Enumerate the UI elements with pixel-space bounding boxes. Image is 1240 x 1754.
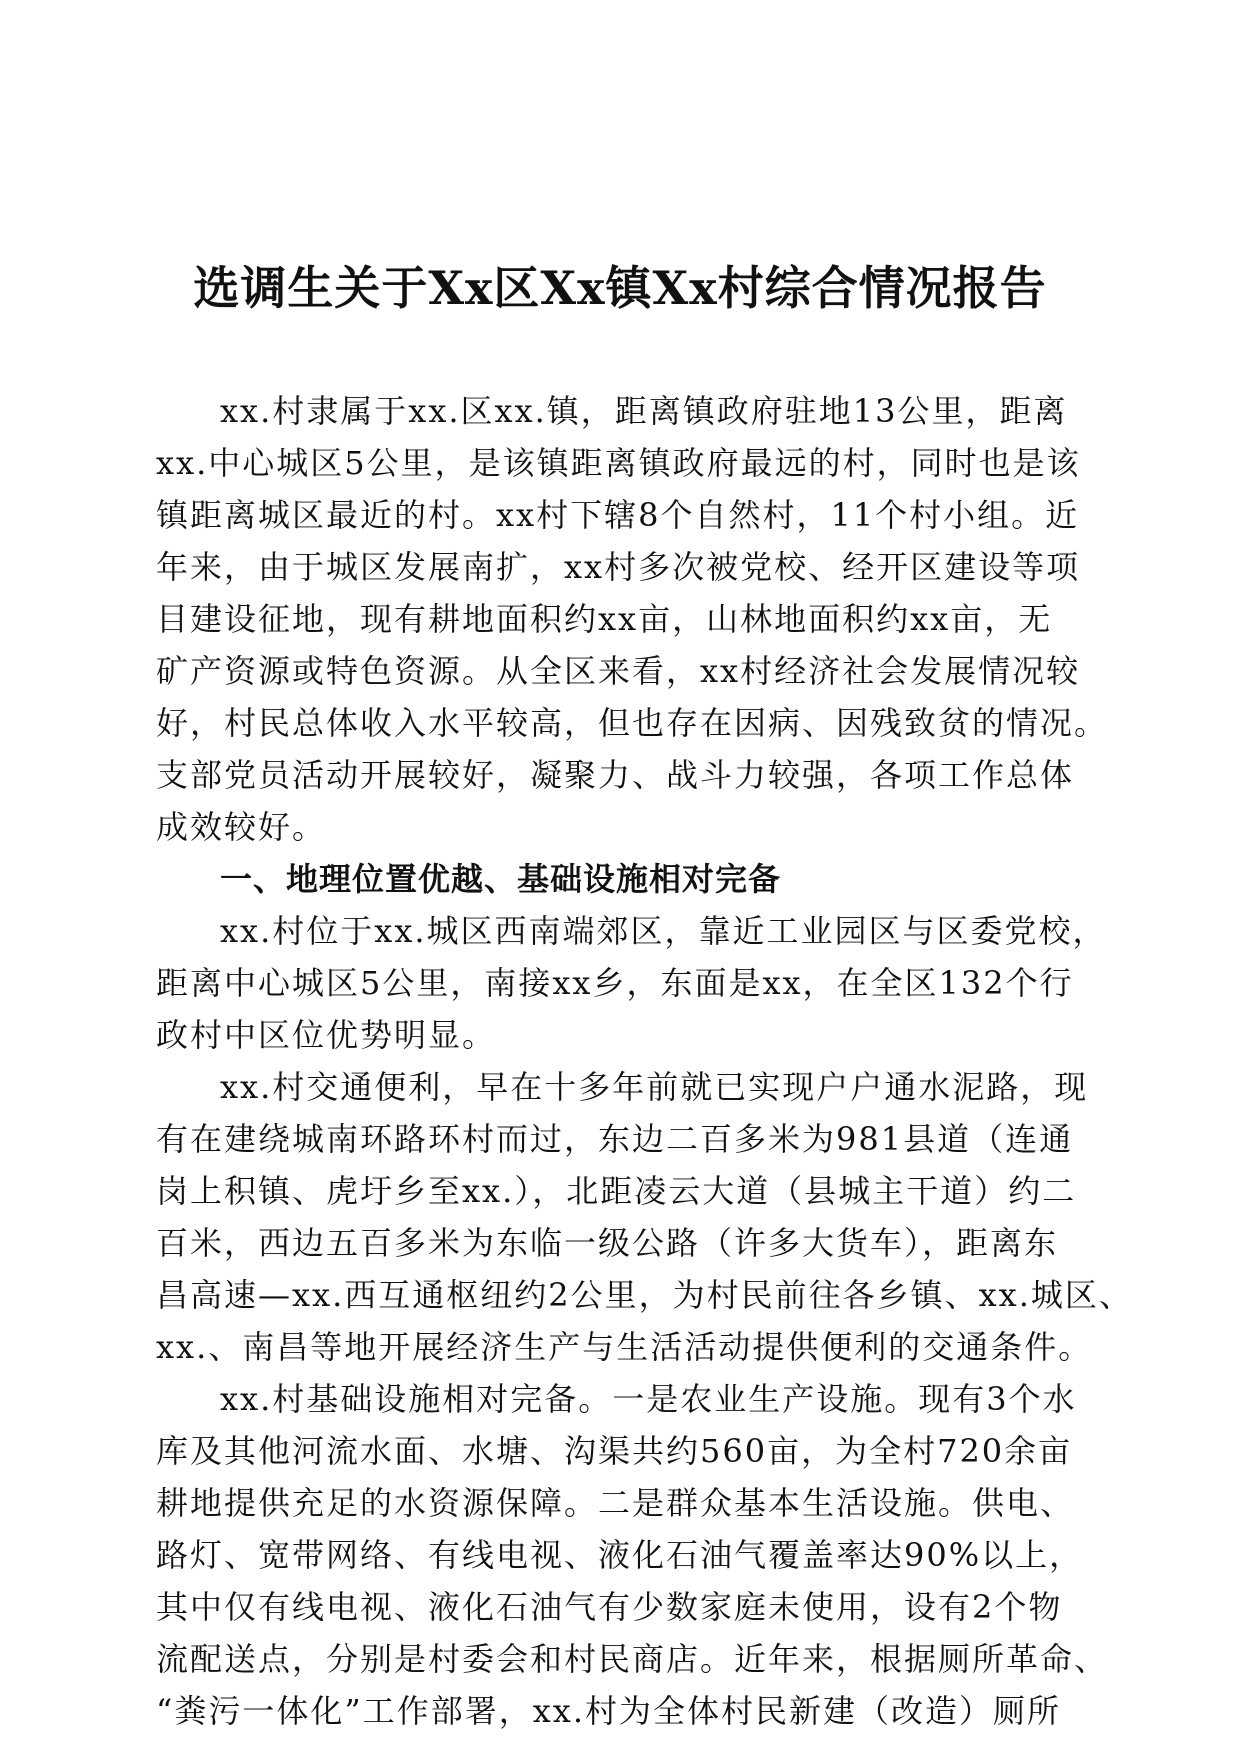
paragraph-line: xx.中心城区5公里，是该镇距离镇政府最远的村，同时也是该 (156, 444, 1081, 482)
paragraph-line: 距离中心城区5公里，南接xx乡，东面是xx，在全区132个行 (156, 964, 1074, 1002)
document-title: 选调生关于Xx区Xx镇Xx村综合情况报告 (193, 261, 1047, 315)
paragraph-line: xx.村交通便利，早在十多年前就已实现户户通水泥路，现 (220, 1068, 1089, 1106)
paragraph-line: 库及其他河流水面、水塘、沟渠共约560亩，为全村720余亩 (156, 1432, 1073, 1470)
section-heading: 一、地理位置优越、基础设施相对完备 (220, 860, 782, 898)
paragraph-line: 有在建绕城南环路环村而过，东边二百多米为981县道（连通 (156, 1120, 1074, 1158)
paragraph-line: xx.村隶属于xx.区xx.镇，距离镇政府驻地13公里，距离 (220, 392, 1068, 430)
paragraph-line: 百米，西边五百多米为东临一级公路（许多大货车），距离东 (156, 1224, 1059, 1262)
paragraph-line: 路灯、宽带网络、有线电视、液化石油气覆盖率达90%以上， (156, 1536, 1084, 1574)
paragraph-line: 岗上积镇、虎圩乡至xx.），北距凌云大道（县城主干道）约二 (156, 1172, 1077, 1210)
paragraph-line: xx.村位于xx.城区西南端郊区，靠近工业园区与区委党校， (220, 912, 1107, 950)
paragraph-line: 耕地提供充足的水资源保障。二是群众基本生活设施。供电、 (156, 1484, 1075, 1522)
paragraph-line: 镇距离城区最近的村。xx村下辖8个自然村，11个村小组。近 (156, 496, 1080, 534)
paragraph-line: 政村中区位优势明显。 (156, 1016, 497, 1054)
paragraph-line: 昌高速—xx.西互通枢纽约2公里，为村民前往各乡镇、xx.城区、 (156, 1276, 1133, 1314)
paragraph-line: 流配送点，分别是村委会和村民商店。近年来，根据厕所革命、 (156, 1640, 1109, 1678)
paragraph-line: 目建设征地，现有耕地面积约xx亩，山林地面积约xx亩，无 (156, 600, 1053, 638)
paragraph-line: xx.、南昌等地开展经济生产与生活活动提供便利的交通条件。 (156, 1328, 1093, 1366)
paragraph-line: 矿产资源或特色资源。从全区来看，xx村经济社会发展情况较 (156, 652, 1081, 690)
paragraph-line: xx.村基础设施相对完备。一是农业生产设施。现有3个水 (220, 1380, 1077, 1418)
paragraph-line: 支部党员活动开展较好，凝聚力、战斗力较强，各项工作总体 (156, 756, 1075, 794)
paragraph-line: 好，村民总体收入水平较高，但也存在因病、因残致贫的情况。 (156, 704, 1109, 742)
paragraph-line: 成效较好。 (156, 808, 327, 846)
document-body (156, 385, 1133, 1737)
paragraph-line: “粪污一体化”工作部署，xx.村为全体村民新建（改造）厕所 (156, 1692, 1061, 1730)
paragraph-line: 其中仅有线电视、液化石油气有少数家庭未使用，设有2个物 (156, 1588, 1063, 1626)
paragraph-line: 年来，由于城区发展南扩，xx村多次被党校、经开区建设等项 (156, 548, 1081, 586)
